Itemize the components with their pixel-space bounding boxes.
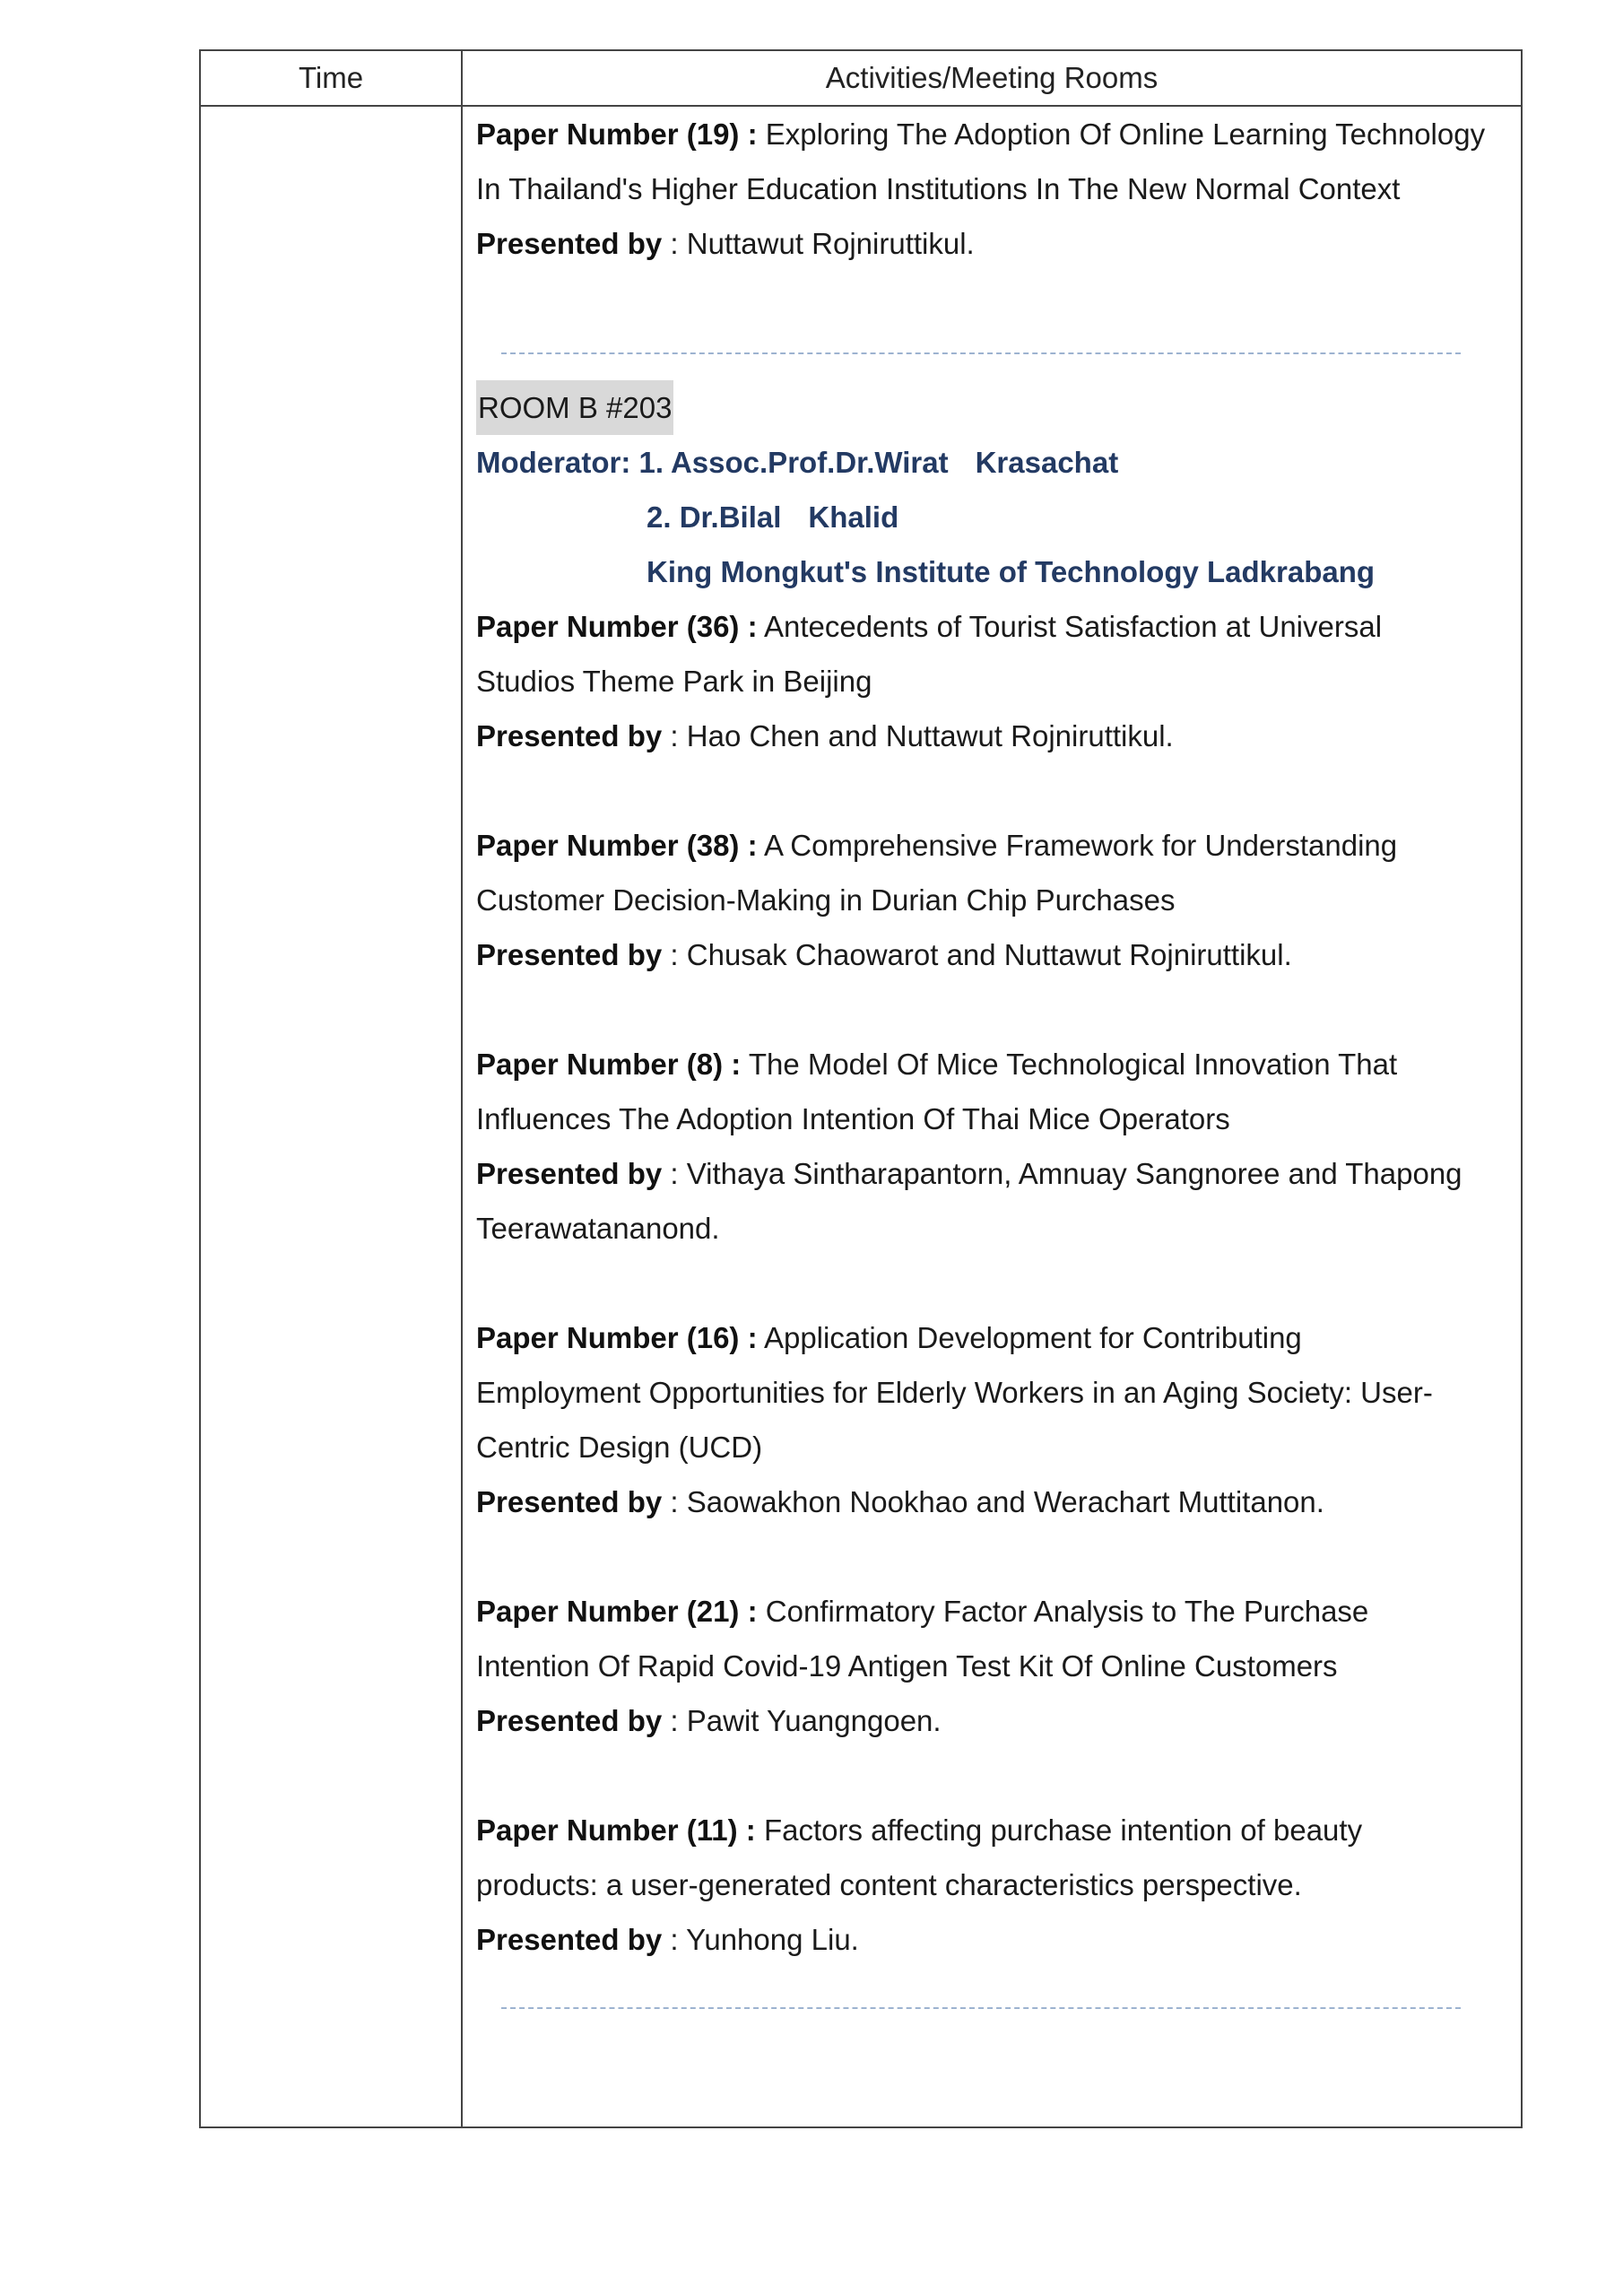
presented-by-label: Presented by xyxy=(476,1704,663,1737)
presented-by-label: Presented by xyxy=(476,938,663,971)
paper-number-label: Paper Number (11) : xyxy=(476,1813,756,1847)
paper-title-line xyxy=(476,1037,1516,1091)
paper-title-line: Customer Decision-Making in Durian Chip Purchases xyxy=(476,883,1176,917)
presenter-line xyxy=(476,1912,1516,1967)
paper-entry xyxy=(476,1037,1516,1310)
presenter-names: : Vithaya Sintharapantorn, Amnuay Sangnoree and Thapong xyxy=(670,1157,1462,1190)
paper-number-label: Paper Number (19) : xyxy=(476,117,758,151)
paper-title-line xyxy=(476,107,1516,161)
moderator-2-first-name: 2. Dr.Bilal xyxy=(647,500,782,534)
moderator-institution: King Mongkut's Institute of Technology Ladkrabang xyxy=(647,555,1376,588)
header-activities: Activities/Meeting Rooms xyxy=(825,61,1159,94)
presented-by-label: Presented by xyxy=(476,227,663,260)
moderator-line-1 xyxy=(476,435,1516,490)
presenter-line xyxy=(476,1146,1516,1201)
presented-by-label: Presented by xyxy=(476,1157,663,1190)
paper-number-label: Paper Number (21) : xyxy=(476,1595,758,1628)
paper-title-line: products: a user-generated content characteristics perspective. xyxy=(476,1868,1302,1901)
paper-title: Exploring The Adoption Of Online Learning Technology xyxy=(765,117,1486,151)
moderator-label: Moderator: 1. Assoc.Prof.Dr.Wirat xyxy=(476,446,949,479)
presenter-line: Teerawatananond. xyxy=(476,1212,720,1245)
presenter-line xyxy=(476,216,1516,271)
paper-entry xyxy=(476,599,1516,818)
presenter-names: : Saowakhon Nookhao and Werachart Muttitanon. xyxy=(670,1485,1324,1518)
paper-number-label: Paper Number (16) : xyxy=(476,1321,758,1354)
paper-title-line: In Thailand's Higher Education Institutions In The New Normal Context xyxy=(476,172,1401,205)
paper-title-line: Influences The Adoption Intention Of Thai Mice Operators xyxy=(476,1102,1230,1135)
presenter-names: : Hao Chen and Nuttawut Rojniruttikul. xyxy=(670,719,1174,752)
activities-cell xyxy=(476,107,1516,2009)
paper-title: A Comprehensive Framework for Understanding xyxy=(763,829,1398,862)
paper-title-line: Intention Of Rapid Covid-19 Antigen Test Kit Of Online Customers xyxy=(476,1649,1338,1683)
paper-entry xyxy=(476,1803,1516,1967)
presenter-names: : Nuttawut Rojniruttikul. xyxy=(670,227,975,260)
room-line xyxy=(476,380,1516,435)
paper-number-label: Paper Number (36) : xyxy=(476,610,758,643)
presenter-line xyxy=(476,709,1516,763)
presenter-line xyxy=(476,927,1516,982)
paper-title: Antecedents of Tourist Satisfaction at Universal xyxy=(763,610,1383,643)
presenter-names: : Pawit Yuangngoen. xyxy=(670,1704,942,1737)
presenter-line xyxy=(476,1474,1516,1529)
presented-by-label: Presented by xyxy=(476,1485,663,1518)
paper-number-label: Paper Number (8) : xyxy=(476,1048,742,1081)
paper-title-line: Centric Design (UCD) xyxy=(476,1431,763,1464)
paper-entry xyxy=(476,1310,1516,1584)
paper-title: Application Development for Contributing xyxy=(763,1321,1302,1354)
room-name: ROOM B #203 xyxy=(476,380,673,435)
paper-entry xyxy=(476,1584,1516,1803)
paper-title-line xyxy=(476,1584,1516,1639)
column-divider xyxy=(461,51,463,2126)
moderator-1-last-name: Krasachat xyxy=(975,446,1119,479)
paper-title-line xyxy=(476,1310,1516,1365)
presenter-names: : Yunhong Liu. xyxy=(670,1923,859,1956)
paper-title-line xyxy=(476,1803,1516,1857)
paper-number-label: Paper Number (38) : xyxy=(476,829,758,862)
presented-by-label: Presented by xyxy=(476,1923,663,1956)
paper-list xyxy=(476,599,1516,1967)
paper-title: Confirmatory Factor Analysis to The Purchase xyxy=(765,1595,1369,1628)
paper-title-line xyxy=(476,818,1516,873)
presenter-names: : Chusak Chaowarot and Nuttawut Rojniruttikul. xyxy=(670,938,1292,971)
moderator-2-last-name: Khalid xyxy=(808,500,899,534)
paper-title-line xyxy=(476,599,1516,654)
schedule-table xyxy=(199,49,1523,2128)
paper-title-line: Studios Theme Park in Beijing xyxy=(476,665,872,698)
paper-title: The Model Of Mice Technological Innovation That xyxy=(748,1048,1398,1081)
moderator-line-2 xyxy=(476,490,1516,544)
header-time: Time xyxy=(298,61,364,94)
section-separator-bottom xyxy=(501,2007,1461,2009)
paper-entry xyxy=(476,818,1516,1037)
presenter-line xyxy=(476,1693,1516,1748)
presented-by-label: Presented by xyxy=(476,719,663,752)
paper-title-line: Employment Opportunities for Elderly Workers in an Aging Society: User- xyxy=(476,1376,1433,1409)
paper-title: Factors affecting purchase intention of beauty xyxy=(763,1813,1363,1847)
